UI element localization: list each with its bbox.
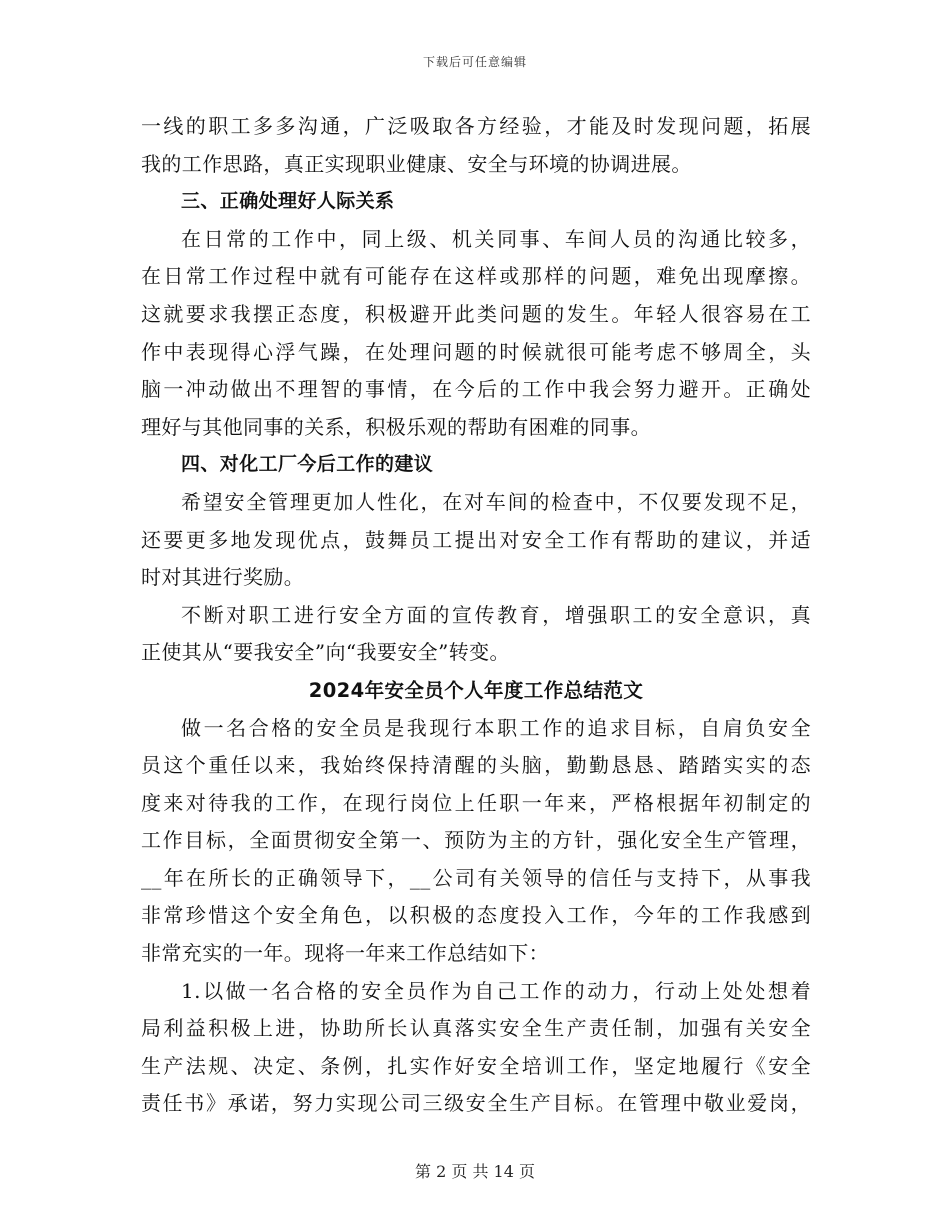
paragraph-line: 责任书》承诺，努力实现公司三级安全生产目标。在管理中敬业爱岗，: [141, 1091, 811, 1116]
paragraph-line: 在日常的工作中，同上级、机关同事、车间人员的沟通比较多，: [181, 226, 811, 251]
paragraph-line: 作中表现得心浮气躁，在处理问题的时候就很可能考虑不够周全，头: [141, 339, 811, 364]
paragraph-line: 一线的职工多多沟通，广泛吸取各方经验，才能及时发现问题，拓展: [141, 114, 811, 138]
paragraph-line: 做一名合格的安全员是我现行本职工作的追求目标，自肩负安全: [181, 715, 811, 740]
paragraph-line: 时对其进行奖励。: [141, 565, 305, 590]
paragraph-line: 还要更多地发现优点，鼓舞员工提出对安全工作有帮助的建议，并适: [141, 527, 811, 552]
paragraph-line: 度来对待我的工作，在现行岗位上任职一年来，严格根据年初制定的: [141, 790, 811, 815]
section-heading: 三、正确处理好人际关系: [181, 190, 395, 213]
paragraph-line: 局利益积极上进，协助所长认真落实安全生产责任制，加强有关安全: [141, 1016, 811, 1041]
section-heading: 四、对化工厂今后工作的建议: [181, 453, 434, 476]
paragraph-line: 工作目标，全面贯彻安全第一、预防为主的方针，强化安全生产管理，: [141, 828, 811, 853]
paragraph-line: 不断对职工进行安全方面的宣传教育，增强职工的安全意识，真: [181, 602, 811, 627]
paragraph-line: __年在所长的正确领导下，__公司有关领导的信任与支持下，从事我: [141, 865, 811, 890]
paragraph-line: 这就要求我摆正态度，积极避开此类问题的发生。年轻人很容易在工: [141, 301, 811, 326]
paragraph-line: 非常珍惜这个安全角色，以积极的态度投入工作，今年的工作我感到: [141, 903, 811, 928]
paragraph-line: 非常充实的一年。现将一年来工作总结如下：: [141, 941, 549, 966]
paragraph-line: 理好与其他同事的关系，积极乐观的帮助有困难的同事。: [141, 414, 651, 439]
paragraph-line: 希望安全管理更加人性化，在对车间的检查中，不仅要发现不足，: [181, 489, 811, 514]
paragraph-line: 正使其从“要我安全”向“我要安全”转变。: [141, 640, 510, 665]
paragraph-line: 在日常工作过程中就有可能存在这样或那样的问题，难免出现摩擦。: [141, 264, 811, 289]
paragraph-line: 1.以做一名合格的安全员作为自己工作的动力，行动上处处想着: [181, 978, 811, 1003]
page-footer: 第 2 页 共 14 页: [415, 1162, 535, 1181]
paragraph-line: 脑一冲动做出不理智的事情，在今后的工作中我会努力避开。正确处: [141, 377, 811, 402]
document-body: [141, 108, 811, 1123]
page-header-note: 下载后可任意编辑: [422, 55, 527, 69]
document-title: 2024年安全员个人年度工作总结范文: [308, 678, 644, 702]
paragraph-line: 生产法规、决定、条例，扎实作好安全培训工作，坚定地履行《安全: [141, 1053, 811, 1078]
paragraph-line: 员这个重任以来，我始终保持清醒的头脑，勤勤恳恳、踏踏实实的态: [141, 753, 811, 778]
paragraph-line: 我的工作思路，真正实现职业健康、安全与环境的协调进展。: [141, 151, 692, 176]
